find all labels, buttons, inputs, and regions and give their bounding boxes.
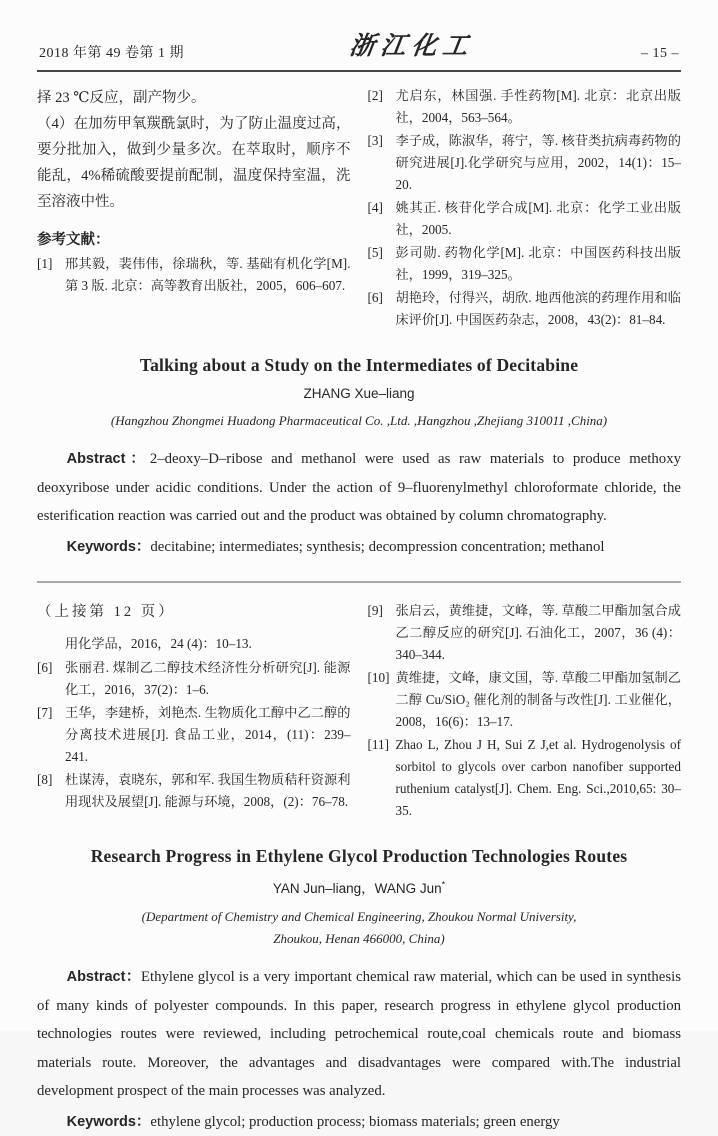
paper2-affiliation-line2: Zhoukou, Henan 466000, China)	[37, 928, 681, 950]
reference-text: 姚其正. 核苷化学合成[M]. 北京：化学工业出版社，2005.	[396, 197, 682, 241]
reference-text: 彭司勋. 药物化学[M]. 北京：中国医药科技出版社，1999，319–325。	[396, 242, 682, 286]
reference-text: Zhao L, Zhou J H, Sui Z J,et al. Hydrogenolysis of sorbitol to glycols over carbon nanofiber supported ruthenium catalyst[J]. Chem. Eng. Sci.,2010,65: 30–35.	[396, 734, 682, 822]
paper2-keywords	[37, 1108, 681, 1136]
abstract-label: Abstract：	[67, 969, 141, 985]
keywords-label: Keywords：	[67, 1114, 151, 1130]
references-heading: 参考文献：	[37, 227, 351, 253]
reference-text: 王华，李建桥，刘艳杰. 生物质化工醇中乙二醇的分离技术进展[J]. 食品工业，2014，(11)：239–241.	[65, 702, 351, 768]
paper1-author: ZHANG Xue–liang	[37, 386, 681, 401]
reference-item	[368, 197, 682, 241]
section-top-right-column	[368, 85, 682, 331]
carryover-reference-text: 用化学品，2016，24 (4)：10–13.	[65, 633, 351, 655]
corresponding-author-mark: *	[442, 880, 446, 890]
continuation-right-column	[368, 600, 682, 822]
reference-item	[368, 667, 682, 733]
reference-item	[37, 769, 351, 813]
reference-text: 胡艳玲，付得兴，胡欣. 地西他滨的药理作用和临床评价[J]. 中国医药杂志，2008，43(2)：81–84.	[396, 287, 682, 331]
keywords-label: Keywords：	[67, 539, 151, 555]
body-paragraph: 择 23 ℃反应，副产物少。	[37, 85, 351, 111]
paper2-authors	[37, 877, 681, 897]
issue-info: 2018 年第 49 卷第 1 期	[39, 42, 184, 62]
reference-text: 张启云，黄维捷，文峰，等. 草酸二甲酯加氢合成乙二醇反应的研究[J]. 石油化工，2007，36 (4)：340–344.	[396, 600, 682, 666]
reference-item	[37, 657, 351, 701]
reference-label: [10]	[368, 667, 396, 733]
reference-label: [6]	[368, 287, 396, 331]
continuation-left-column	[37, 600, 351, 822]
page-number: – 15 –	[641, 46, 679, 62]
abstract-text: 2–deoxy–D–ribose and methanol were used as raw materials to produce methoxy deoxyribose under acidic conditions. Under the action of 9–fluorenylmethyl chloroformate chloride, the esterification reaction was carried out and the product was obtained by column chromatography.	[37, 451, 681, 524]
abstract-label: Abstract：	[67, 451, 150, 467]
paper1-abstract	[37, 445, 681, 531]
reference-text: 张丽君. 煤制乙二醇技术经济性分析研究[J]. 能源化工，2016，37(2)：1–6.	[65, 657, 351, 701]
reference-text: 尤启东，林国强. 手性药物[M]. 北京：北京出版社，2004，563–564。	[396, 85, 682, 129]
continuation-section	[37, 600, 681, 822]
reference-label: [6]	[37, 657, 65, 701]
paper2-affiliation-line1: (Department of Chemistry and Chemical Engineering, Zhoukou Normal University,	[37, 906, 681, 928]
reference-label: [1]	[37, 253, 65, 297]
keywords-text: ethylene glycol; production process; biomass materials; green energy	[150, 1114, 559, 1130]
reference-item	[37, 253, 351, 297]
reference-label: [7]	[37, 702, 65, 768]
paper2-block	[37, 844, 681, 1136]
reference-text: 杜谋涛，袁晓东，郭和军. 我国生物质秸秆资源利用现状及展望[J]. 能源与环境，2008，(2)：76–78.	[65, 769, 351, 813]
reference-item	[368, 734, 682, 822]
reference-item	[368, 85, 682, 129]
reference-label: [5]	[368, 242, 396, 286]
abstract-text: Ethylene glycol is a very important chemical raw material, which can be used in synthesis of many kinds of polyester compounds. In this paper, research progress in ethylene glycol production technologies routes were reviewed, including petrochemical route,coal chemicals route and biomass materials route. Moreover, the advantages and disadvantages were compared with.The industrial development prospect of the main processes was analyzed.	[37, 969, 681, 1099]
reference-label: [9]	[368, 600, 396, 666]
paper2-abstract	[37, 963, 681, 1106]
paper1-keywords	[37, 533, 681, 562]
paper2-affiliation	[37, 906, 681, 950]
section-top-left-column	[37, 85, 351, 331]
reference-label: [8]	[37, 769, 65, 813]
reference-label: [3]	[368, 130, 396, 196]
reference-label: [2]	[368, 85, 396, 129]
paper1-title: Talking about a Study on the Intermediates of Decitabine	[37, 353, 681, 377]
paper1-block	[37, 353, 681, 561]
paper2-authors-text: YAN Jun–liang，WANG Jun	[273, 881, 442, 896]
section-top	[37, 85, 681, 331]
reference-label: [11]	[368, 734, 396, 822]
section-divider	[37, 581, 681, 583]
paper1-affiliation: (Hangzhou Zhongmei Huadong Pharmaceutical Co. ,Ltd. ,Hangzhou ,Zhejiang 310011 ,China)	[37, 410, 681, 432]
reference-text: 邢其毅，裴伟伟，徐瑞秋，等. 基础有机化学[M]. 第 3 版. 北京：高等教育出版社，2005，606–607.	[65, 253, 351, 297]
reference-item	[368, 242, 682, 286]
reference-label: [4]	[368, 197, 396, 241]
journal-logo: 浙江化工	[348, 26, 477, 62]
reference-item	[368, 600, 682, 666]
page-header	[37, 0, 681, 72]
body-paragraph: （4）在加芴甲氧羰酰氯时，为了防止温度过高，要分批加入，做到少量多次。在萃取时，顺序不能乱，4%稀硫酸要提前配制，温度保持室温，洗至溶液中性。	[37, 111, 351, 215]
reference-item	[368, 287, 682, 331]
keywords-text: decitabine; intermediates; synthesis; decompression concentration; methanol	[150, 539, 604, 555]
reference-text: 黄维捷，文峰，康文国，等. 草酸二甲酯加氢制乙二醇 Cu/SiO₂ 催化剂的制备与改性[J]. 工业催化，2008，16(6)：13–17.	[396, 667, 682, 733]
reference-text: 李子成，陈淑华，蒋宁，等. 核苷类抗病毒药物的研究进展[J].化学研究与应用，2002，14(1)：15–20.	[396, 130, 682, 196]
paper2-title: Research Progress in Ethylene Glycol Production Technologies Routes	[37, 844, 681, 868]
reference-item	[368, 130, 682, 196]
continued-from-note: （上接第 12 页）	[37, 600, 351, 624]
reference-item	[37, 702, 351, 768]
